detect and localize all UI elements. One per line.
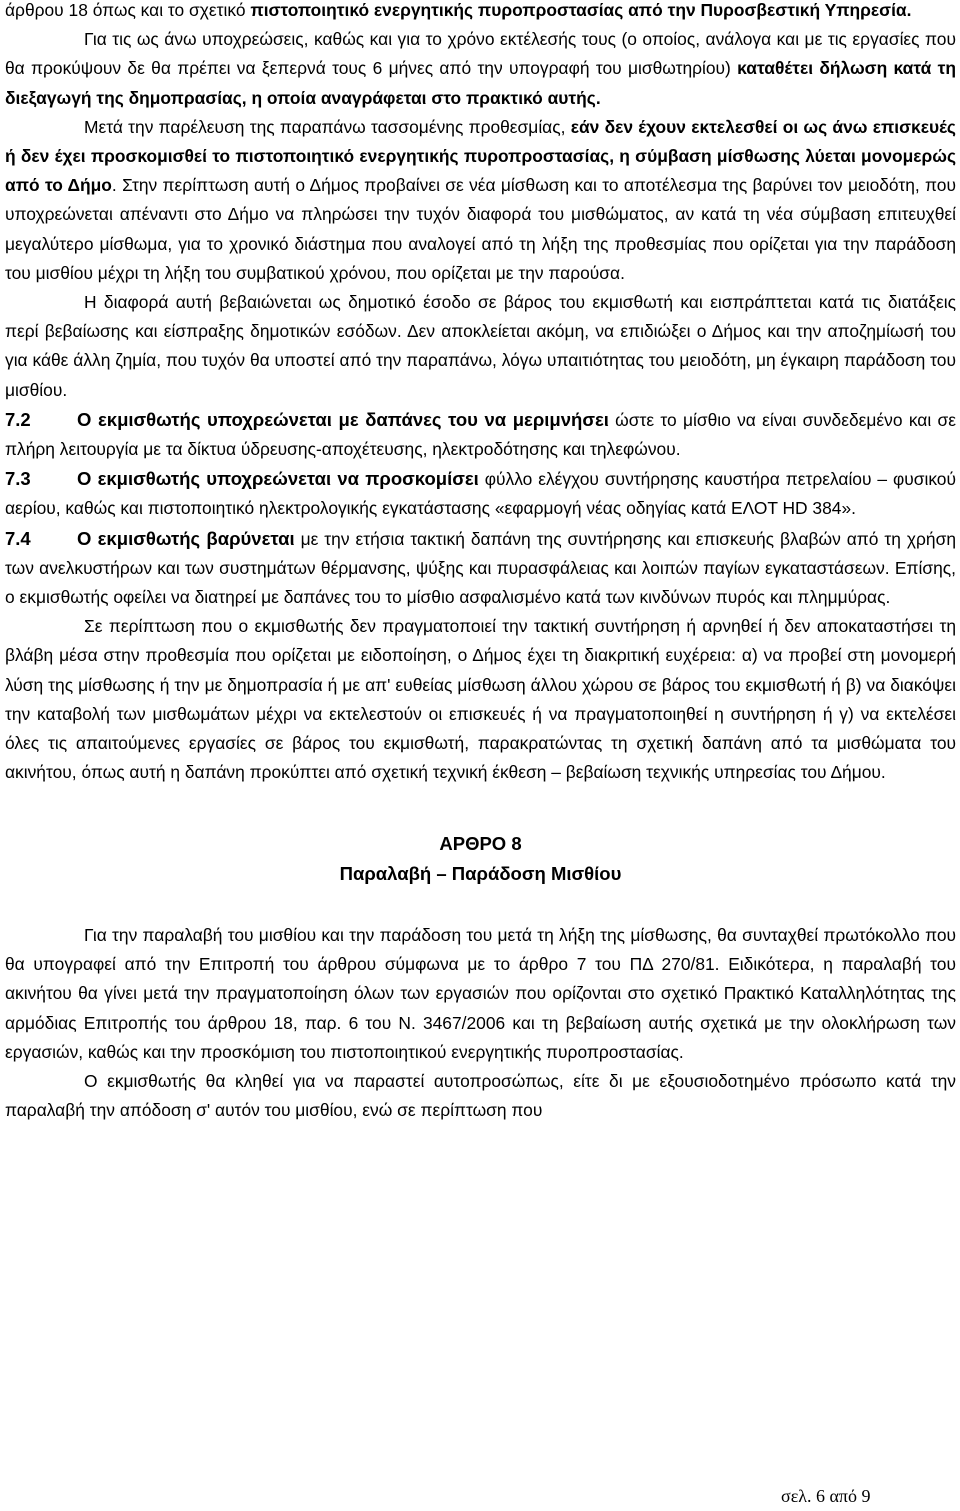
document-body (5, 0, 956, 1125)
paragraph-2-bold: καταθέτει δήλωση κατά τη διεξαγωγή της δημοπρασίας, η οποία αναγράφεται στο πρακτικό αυτής. (5, 58, 956, 108)
paragraph-1-bold: πιστοποιητικό ενεργητικής πυροπροστασίας από την Πυροσβεστική Υπηρεσία. (250, 0, 912, 20)
paragraph-1-text: άρθρου 18 όπως και το σχετικό (5, 0, 251, 20)
section-7-4-text: με την ετήσια τακτική δαπάνη της συντήρησης και επισκευής βλαβών από τη χρήση των ανελκυστήρων και των συστημάτων θέρμανσης, ψύξης και πυρασφάλειας και λοιπών παγίων εγκαταστάσεων. Επίσης, ο εκμισθωτής οφείλει να διατηρεί με δαπάνες του το μίσθιο ασφαλισμένο κατά των κινδύνων πυρός και πλημμύρας. (5, 528, 956, 608)
paragraph-1 (5, 0, 956, 25)
section-number: 7.4 (5, 527, 31, 549)
section-7-4 (5, 524, 956, 613)
paragraph-3-text-a: Μετά την παρέλευση της παραπάνω τασσομένης προθεσμίας, (84, 116, 571, 137)
section-7-2 (5, 405, 956, 464)
paragraph-2 (5, 25, 956, 113)
paragraph-7: Ο εκμισθωτής θα κληθεί για να παραστεί αυτοπροσώπως, είτε δι με εξουσιοδοτημένο πρόσωπο κατά την παραλαβή την απόδοση σ' αυτόν του μισθίου, ενώ σε περίπτωση που (5, 1070, 956, 1121)
section-7-3 (5, 464, 956, 523)
article-title: Παραλαβή – Παράδοση Μισθίου (339, 862, 622, 884)
article-number: ΑΡΘΡΟ 8 (439, 833, 522, 855)
paragraph-3-text-b: . Στην περίπτωση αυτή ο Δήμος προβαίνει σε νέα μίσθωση και το αποτέλεσμα της βαρύνει τον μειοδότη, που υποχρεώνεται απέναντι στο Δήμο να πληρώσει την τυχόν διαφορά του μισθώματος, αν κατά τη νέα σύμβαση επιτευχθεί μεγαλύτερο μίσθωμα, για το χρονικό διάστημα που αναλογεί από τη λήξη της προθεσμίας που ορίζεται για την παράδοση του μισθίου μέχρι τη λήξη του συμβατικού χρόνου, που ορίζεται με την παρούσα. (5, 175, 956, 283)
paragraph-5: Σε περίπτωση που ο εκμισθωτής δεν πραγματοποιεί την τακτική συντήρηση ή αρνηθεί ή δεν αποκαταστήσει τη βλάβη μέσα στην προθεσμία που ορίζεται με ειδοποίηση, ο Δήμος έχει τη διακριτική ευχέρεια: α) να προβεί στη μονομερή λύση της μίσθωσης ή την με δημοπρασία ή με απ' ευθείας μίσθωση άλλου χώρου σε βάρος του εκμισθωτή ή β) να διακόψει την καταβολή των μισθωμάτων μέχρι να εκτελεστούν οι επισκευές ή να πραγματοποιηθεί η συντήρηση ή γ) να εκτελέσει όλες τις απαιτούμενες εργασίες σε βάρος του εκμισθωτή, παρακρατώντας τη σχετική δαπάνη από τα μισθώματα του ακινήτου, όπως αυτή η δαπάνη προκύπτει από σχετική τεχνική έκθεση – βεβαίωση τεχνικής υπηρεσίας του Δήμου. (5, 616, 956, 783)
paragraph-3 (5, 113, 956, 288)
section-number: 7.2 (5, 408, 31, 430)
paragraph-4: Η διαφορά αυτή βεβαιώνεται ως δημοτικό έσοδο σε βάρος του εκμισθωτή και εισπράπτεται κατά τις διατάξεις περί βεβαίωσης και είσπραξης δημοτικών εσόδων. Δεν αποκλείεται ακόμη, να επιδιώξει ο Δήμος και την αποζημίωσή του για κάθε άλλη ζημία, που τυχόν θα υποστεί από την παραπάνω, λόγω υπαιτιότητας του μειοδότη, μη έγκαιρη παράδοση του μισθίου. (5, 292, 956, 400)
paragraph-3-bold: εάν δεν έχουν εκτελεσθεί οι ως άνω επισκευές ή δεν έχει προσκομισθεί το πιστοποιητικό ενεργητικής πυροπροστασίας, η σύμβαση μίσθωσης λύεται μονομερώς από το Δήμο (5, 116, 956, 196)
paragraph-6: Για την παραλαβή του μισθίου και την παράδοση του μετά τη λήξη της μίσθωσης, θα συνταχθεί πρωτόκολλο που θα υπογραφεί από την Επιτροπή του άρθρου σύμφωνα με το άρθρο 7 του ΠΔ 270/81. Ειδικότερα, η παραλαβή του ακινήτου θα γίνει μετά την πραγματοποίηση όλων των εργασιών που ορίζονται στο σχετικό Πρακτικό Καταλληλότητας της αρμόδιας Επιτροπής του άρθρου 18, παρ. 6 του Ν. 3467/2006 και τη βεβαίωση αυτής σχετικά με την ολοκλήρωση των εργασιών, καθώς και την προσκόμιση του πιστοποιητικού ενεργητικής πυροπροστασίας. (5, 924, 956, 1062)
section-7-2-text: ώστε το μίσθιο να είναι συνδεδεμένο και σε πλήρη λειτουργία με τα δίκτυα ύδρευσης-αποχέτευσης, ηλεκτροδότησης και τηλεφώνου. (5, 409, 956, 460)
section-number: 7.3 (5, 468, 31, 490)
section-7-3-text: φύλλο ελέγχου συντήρησης καυστήρα πετρελαίου – φυσικού αερίου, καθώς και πιστοποιητικό ηλεκτρολογικής εγκατάστασης «εφαρμογή νέας οδηγίας κατά ΕΛΟΤ HD 384». (5, 469, 956, 519)
section-7-2-bold: Ο εκμισθωτής υποχρεώνεται με δαπάνες του να μεριμνήσει (77, 408, 609, 430)
section-7-4-bold: Ο εκμισθωτής βαρύνεται (77, 527, 295, 549)
paragraph-2-text: Για τις ως άνω υποχρεώσεις, καθώς και για το χρόνο εκτέλεσής τους (ο οποίος, ανάλογα και με τις εργασίες που θα προκύψουν δε θα πρέπει να ξεπερνά τους 6 μήνες από την υπογραφή του μισθωτηρίου) (5, 29, 956, 79)
page-number: σελ. 6 από 9 (781, 1486, 871, 1506)
section-7-3-bold: Ο εκμισθωτής υποχρεώνεται να προσκομίσει (77, 468, 479, 490)
